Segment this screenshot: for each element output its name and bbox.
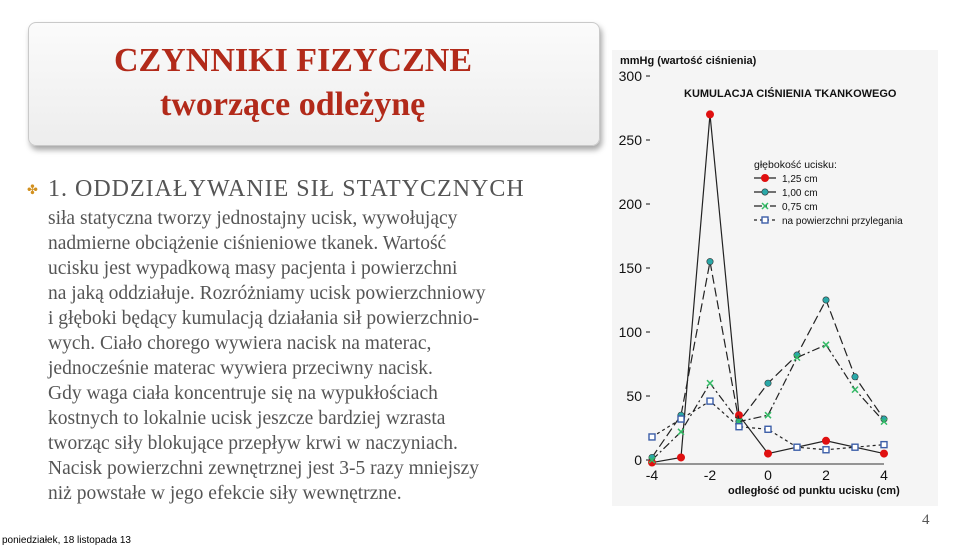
x-tick-label: 2 [822,467,830,483]
body-line: wych. Ciało chorego wywiera nacisk na materac, [48,333,432,354]
y-tick-label: 200 [618,196,642,212]
data-point [765,426,771,432]
body-line: ucisku jest wypadkową masy pacjenta i powierzchni [48,258,458,279]
data-point [649,434,655,440]
legend-marker [761,174,769,182]
legend-entry: 1,00 cm [782,188,818,199]
data-point [823,297,829,303]
legend-title: głębokość ucisku: [754,159,837,171]
body-line: Nacisk powierzchni zewnętrznej jest 3-5 razy mniejszy [48,458,479,479]
legend-entry: 0,75 cm [782,202,818,213]
x-tick-label: 4 [880,467,888,483]
body-line: na jaką oddziałuje. Rozróżniamy ucisk powierzchniowy [48,283,486,304]
data-point [823,342,829,348]
data-point [880,450,888,458]
body-line: siła statyczna tworzy jednostajny ucisk, wywołujący [48,208,458,229]
data-point [677,453,685,461]
x-tick-label: 0 [764,467,772,483]
data-point [852,387,858,393]
data-point [822,437,830,445]
body-line: kostnych to lokalnie ucisk jeszcze bardziej wzrasta [48,408,446,429]
footer-date: poniedziałek, 18 listopada 13 [2,535,131,546]
y-tick-label: 50 [626,388,642,404]
data-point [765,380,771,386]
chart-title: KUMULACJA CIŚNIENIA TKANKOWEGO [684,88,897,100]
title-box [28,22,600,146]
x-tick-label: -2 [703,467,717,483]
body-line: i głęboki będący kumulacją działania sił powierzchnio- [48,308,480,329]
body-line: nadmierne obciążenie ciśnieniowe tkanek. Wartość [48,233,447,254]
data-point [852,374,858,380]
x-axis-label: odległość od punktu ucisku (cm) [728,485,900,497]
legend-entry: na powierzchni przylegania [782,216,903,227]
legend-marker [762,203,768,209]
data-point [707,380,713,386]
data-point [707,398,713,404]
data-point [823,447,829,453]
y-tick-label: 0 [634,452,642,468]
data-point [794,444,800,450]
chart-svg [612,50,938,506]
data-point [852,444,858,450]
data-point [881,442,887,448]
y-tick-label: 250 [618,132,642,148]
body-line: jednocześnie materac wywiera przeciwny nacisk. [48,358,433,379]
data-point [678,416,684,422]
data-point [764,450,772,458]
page-number: 4 [922,512,930,528]
data-point [707,258,713,264]
body-line: Gdy waga ciała koncentruje się na wypukłościach [48,383,438,404]
legend-marker [762,217,768,223]
slide-subtitle: tworzące odleżynę [160,86,426,123]
pressure-chart [612,50,938,506]
body-line: tworząc siły blokujące przepływ krwi w naczyniach. [48,433,458,454]
section-heading: 1. ODDZIAŁYWANIE SIŁ STATYCZNYCH [48,176,525,202]
legend-entry: 1,25 cm [782,174,818,185]
y-tick-label: 300 [618,68,642,84]
data-point [736,424,742,430]
data-point [706,110,714,118]
slide-title: CZYNNIKI FIZYCZNE [114,42,472,79]
series-line [652,401,884,450]
y-tick-label: 100 [618,324,642,340]
legend-marker [762,189,768,195]
body-line: niż powstałe w jego efekcie siły wewnętrzne. [48,483,402,504]
x-tick-label: -4 [645,467,659,483]
bullet-icon: ✤ [27,182,38,197]
y-axis-label: mmHg (wartość ciśnienia) [620,55,757,67]
y-tick-label: 150 [618,260,642,276]
